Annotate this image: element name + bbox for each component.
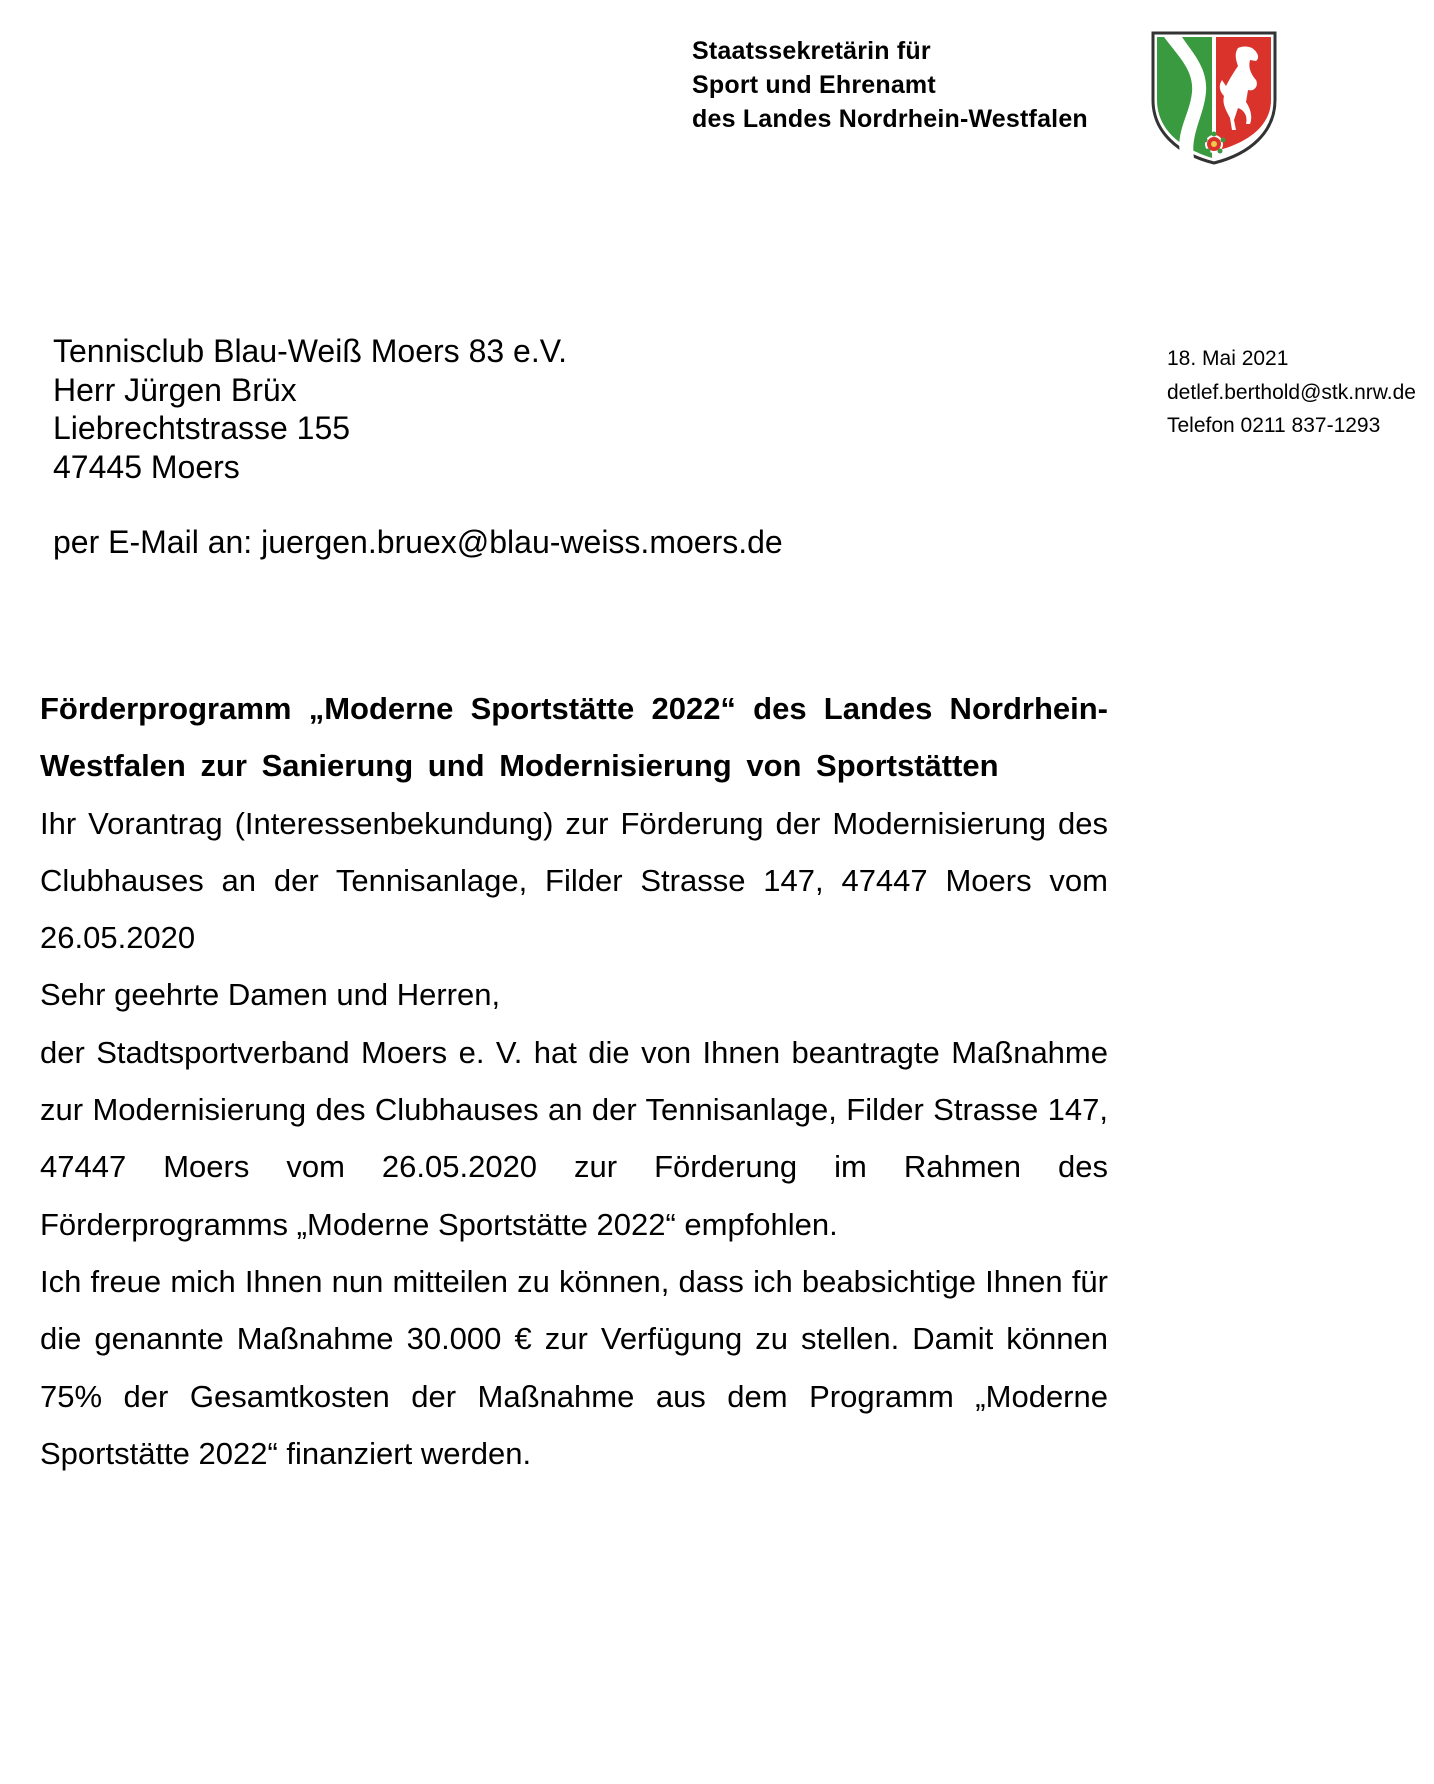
sender-line: Sport und Ehrenamt [692,71,936,99]
contact-phone: Telefon 0211 837-1293 [1167,414,1381,437]
letter-paragraph: Ich freue mich Ihnen nun mitteilen zu können, dass ich beabsichtige Ihnen für die genannte Maßnahme 30.000 € zur Verfügung zu stellen. Damit können 75% der Gesamtkosten der Maßnahme aus dem Programm „Moderne Sportstätte 2022“ finanziert werden. [40,1263,1108,1471]
sender-line: des Landes Nordrhein-Westfalen [692,105,1088,133]
crest-rose-petal [1221,138,1226,143]
letter-reference: Ihr Vorantrag (Interessenbekundung) zur Förderung der Modernisierung des Clubhauses an der Tennisanlage, Filder Strasse 147, 47447 Moers vom 26.05.2020 [40,805,1108,956]
letter-subject: Förderprogramm „Moderne Sportstätte 2022“ des Landes Nordrhein-Westfalen zur Sanierung und Modernisierung von Sportstätten [40,691,1108,784]
letter-body [40,680,1108,1482]
recipient-line: 47445 Moers [53,448,240,485]
recipient-email-line: per E-Mail an: juergen.bruex@blau-weiss.moers.de [53,524,783,560]
crest-rose-petal [1203,138,1208,143]
recipient-line: Liebrechtstrasse 155 [53,410,351,446]
crest-rose-petal [1206,149,1211,154]
letter-salutation: Sehr geehrte Damen und Herren, [40,977,501,1013]
recipient-line: Tennisclub Blau-Weiß Moers 83 e.V. [53,333,568,369]
crest-rose-petal [1212,132,1217,137]
letter-paragraph: der Stadtsportverband Moers e. V. hat die von Ihnen beantragte Maßnahme zur Modernisierung des Clubhauses an der Tennisanlage, Filder Strasse 147, 47447 Moers vom 26.05.2020 zur Förderung im Rahmen des Förderprogramms „Moderne Sportstätte 2022“ empfohlen. [40,1034,1108,1242]
crest-rose-petal [1218,149,1223,154]
sender-line: Staatssekretärin für [692,37,931,65]
crest-rose-center [1211,141,1217,147]
contact-email: detlef.berthold@stk.nrw.de [1167,380,1416,404]
recipient-address [53,332,567,486]
letter-date: 18. Mai 2021 [1167,347,1289,370]
letter-meta [1167,342,1416,443]
sender-block [692,34,1088,136]
nrw-coat-of-arms-icon [1150,30,1278,166]
recipient-line: Herr Jürgen Brüx [53,371,297,408]
